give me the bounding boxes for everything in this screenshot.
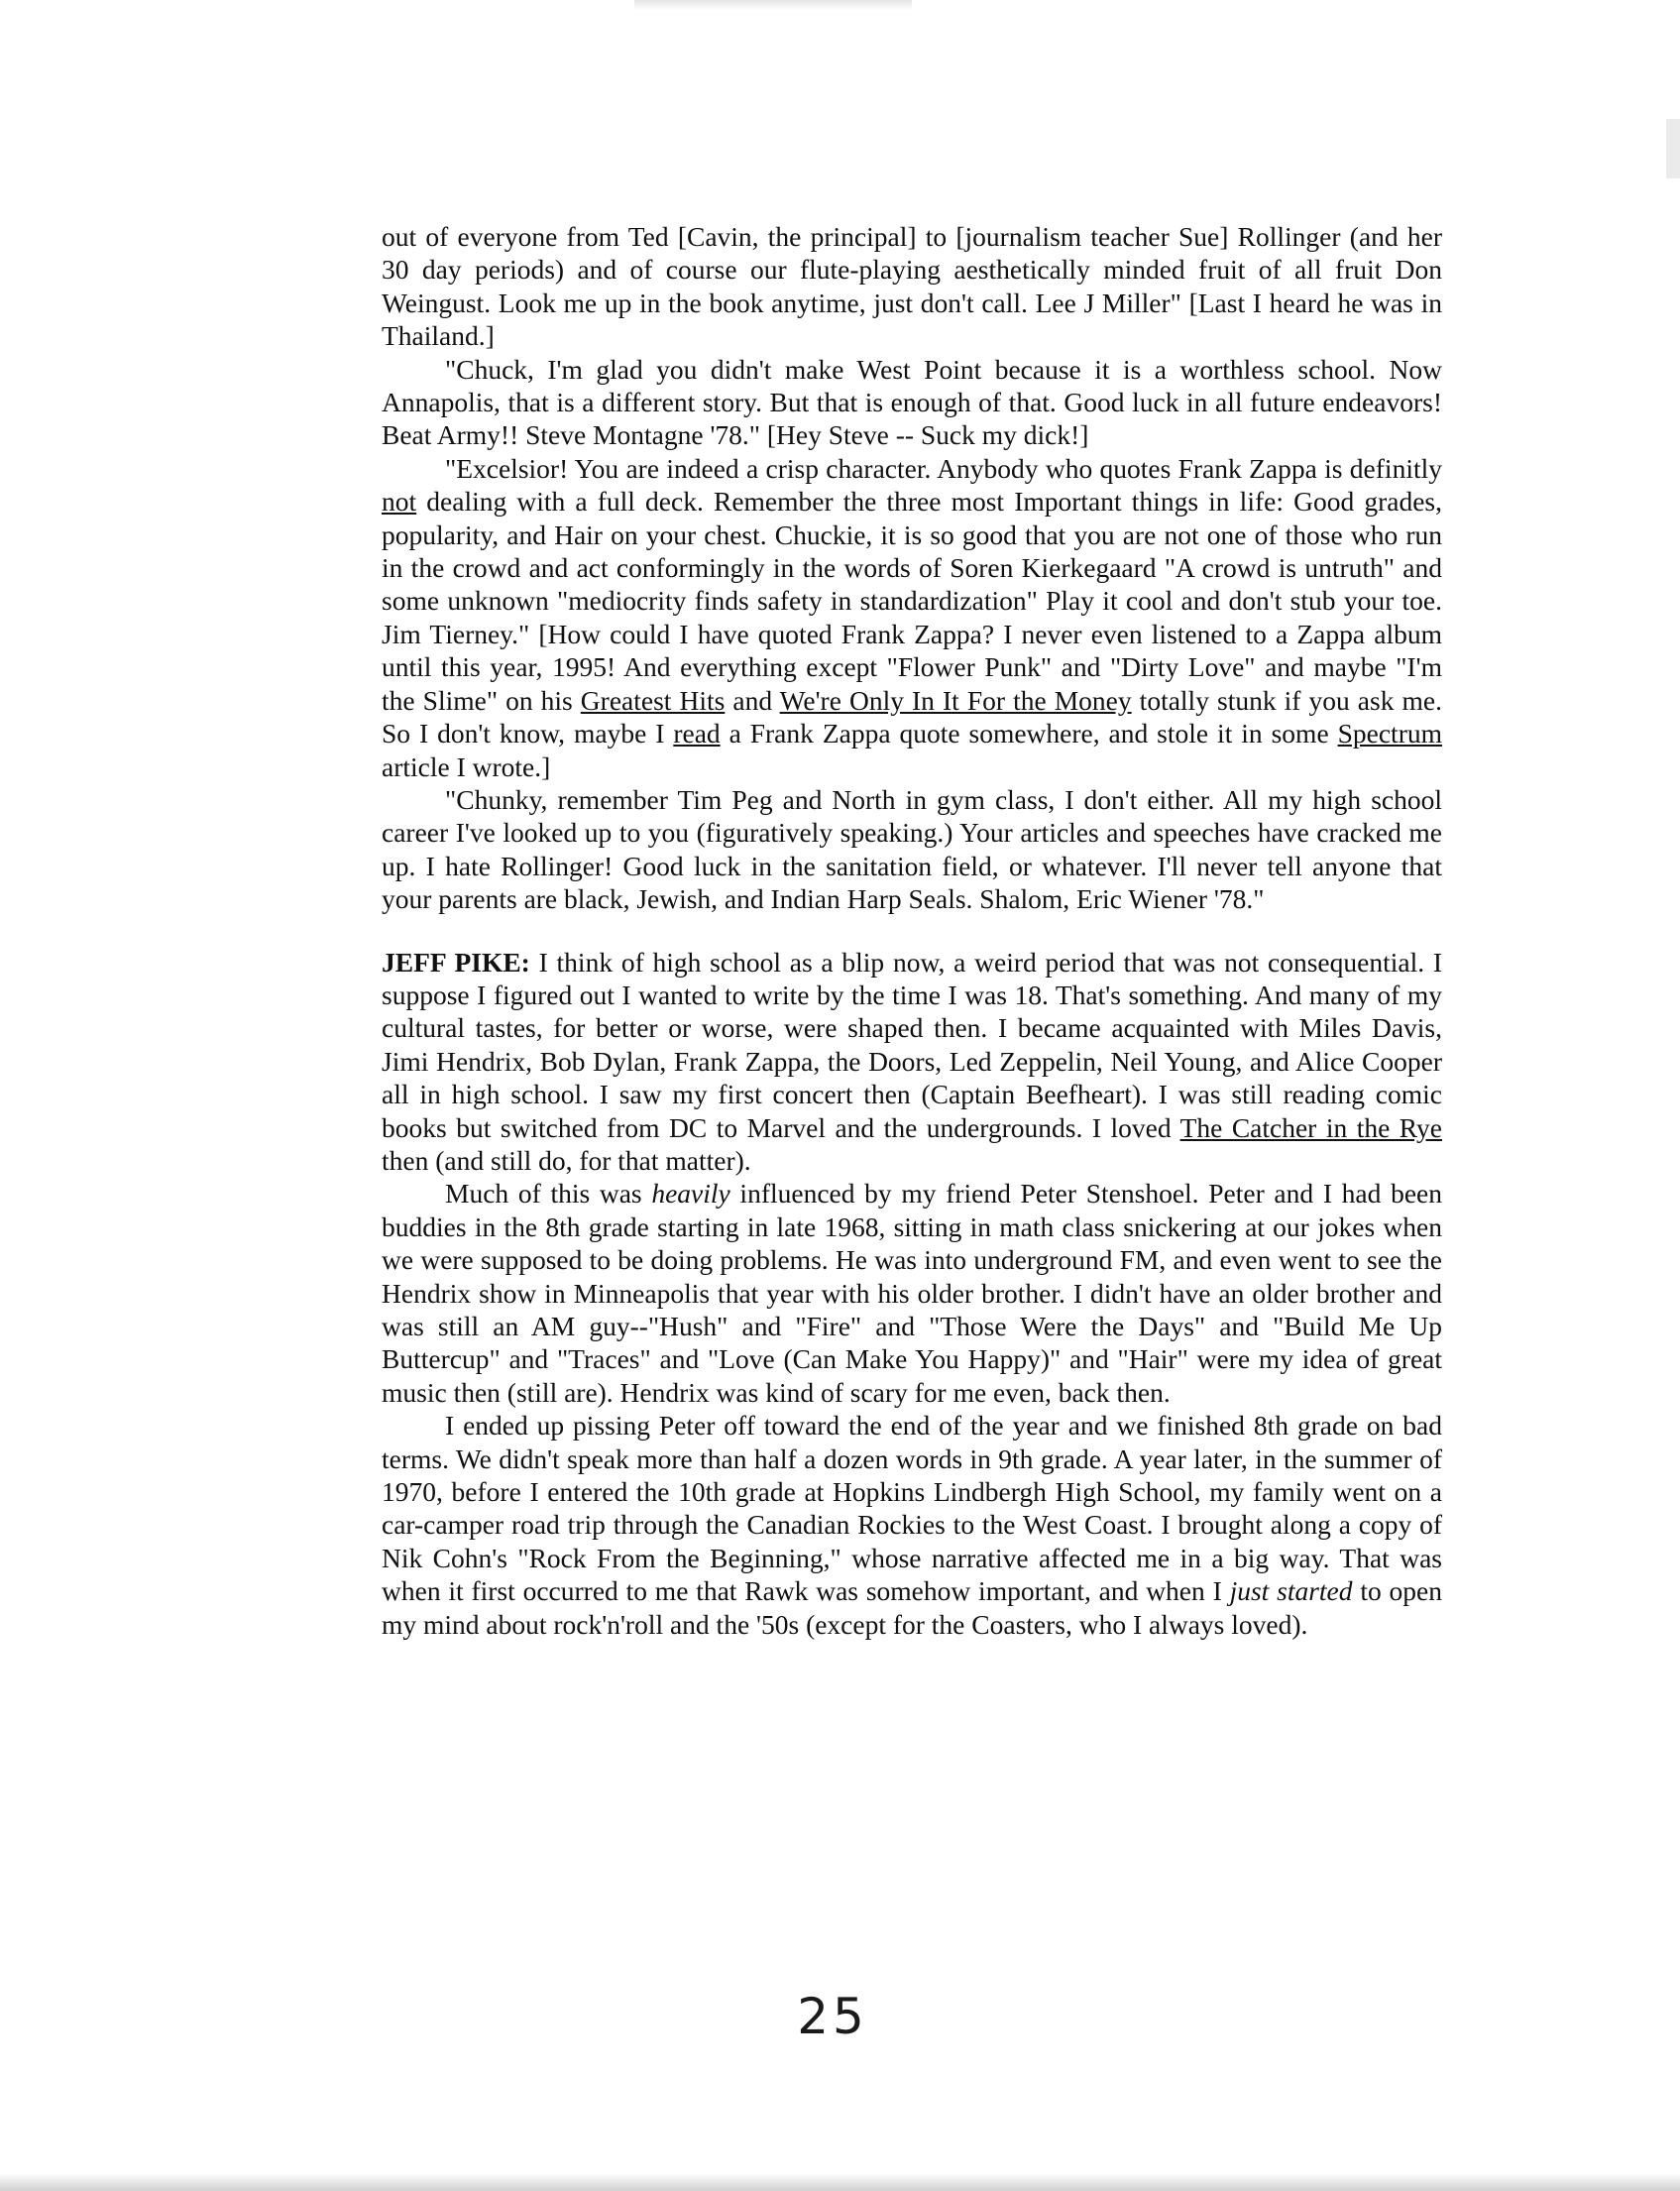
paragraph: [382, 1177, 1442, 1409]
scan-bottom-edge: [0, 2173, 1680, 2191]
text-run: I ended up pissing Peter off toward the end of the year and we finished 8th grade on bad terms. We didn't speak more than half a dozen words in 9th grade. A year later, in the summer of 1970, before I entered the 10th grade at Hopkins Lindbergh High School, my family went on a car-camper road trip through the Canadian Rockies to the West Coast. I brought along a copy of Nik Cohn's "Rock From the Beginning," whose narrative affected me in a big way. That was when it first occurred to me that Rawk was somehow important, and when I: [382, 1410, 1442, 1607]
body-text: [382, 220, 1442, 1641]
italic-text: heavily: [651, 1178, 730, 1210]
underlined-title: We're Only In It For the Money: [779, 684, 1132, 716]
paragraph: [382, 1409, 1442, 1641]
text-run: "Chunky, remember Tim Peg and North in gym class, I don't either. All my high school career I've looked up to you (figuratively speaking.) Your articles and speeches have cracked me up. I hate Rollinger! Good luck in the sanitation field, or whatever. I'll never tell anyone that your parents are black, Jewish, and Indian Harp Seals. Shalom, Eric Wiener '78.": [382, 783, 1442, 915]
page-number: 25: [797, 1988, 868, 2045]
paragraph: [382, 452, 1442, 783]
speaker-name: JEFF PIKE:: [382, 946, 530, 978]
underlined-title: read: [673, 718, 721, 750]
scan-edge-mark: [1666, 119, 1680, 178]
text-run: "Excelsior! You are indeed a crisp character. Anybody who quotes Frank Zappa is definitly: [445, 452, 1442, 484]
text-run: and: [725, 684, 780, 716]
paragraph: [382, 353, 1442, 452]
text-run: dealing with a full deck. Remember the three most Important things in life: Good grades, popularity, and Hair on your chest. Chuckie, it is so good that you are not one of those who run in the crowd and act conformingly in the words of Soren Kierkegaard "A crowd is untruth" and some unknown "mediocrity finds safety in standardization" Play it cool and don't stub your toe. Jim Tierney." [How could I have quoted Frank Zappa? I never even listened to a Zappa album until this year, 1995! And everything except "Flower Punk" and "Dirty Love" and maybe "I'm the Slime" on his: [382, 486, 1442, 716]
text-run: then (and still do, for that matter).: [382, 1144, 751, 1176]
paragraph: [382, 783, 1442, 916]
text-run: article I wrote.]: [382, 750, 551, 782]
text-run: Much of this was: [445, 1178, 652, 1210]
underlined-title: not: [382, 486, 417, 518]
text-run: influenced by my friend Peter Stenshoel. Peter and I had been buddies in the 8th grade starting in late 1968, sitting in math class snickering at our jokes when we were supposed to be doing problems. He was into underground FM, and even went to see the Hendrix show in Minneapolis that year with his older brother. I didn't have an older brother and was still an AM guy--"Hush" and "Fire" and "Those Were the Days" and "Build Me Up Buttercup" and "Traces" and "Love (Can Make You Happy)" and "Hair" were my idea of great music then (still are). Hendrix was kind of scary for me even, back then.: [382, 1178, 1442, 1408]
paragraph: [382, 220, 1442, 353]
paragraph: [382, 946, 1442, 1178]
underlined-title: Spectrum: [1337, 718, 1442, 750]
text-run: totally stunk if you ask me. So I don't know, maybe I: [382, 684, 1442, 750]
text-run: I think of high school as a blip now, a weird period that was not consequential. I suppose I figured out I wanted to write by the time I was 18. That's something. And many of my cultural tastes, for better or worse, were shaped then. I became acquainted with Miles Davis, Jimi Hendrix, Bob Dylan, Frank Zappa, the Doors, Led Zeppelin, Neil Young, and Alice Cooper all in high school. I saw my first concert then (Captain Beefheart). I was still reading comic books but switched from DC to Marvel and the undergrounds. I loved: [382, 946, 1443, 1143]
text-run: to open my mind about rock'n'roll and the '50s (except for the Coasters, who I always loved).: [382, 1575, 1442, 1640]
underlined-title: Greatest Hits: [580, 684, 726, 716]
underlined-title: The Catcher in the Rye: [1179, 1111, 1442, 1143]
italic-text: just started: [1229, 1575, 1353, 1607]
scan-smudge: [634, 0, 912, 10]
text-run: a Frank Zappa quote somewhere, and stole it in some: [720, 718, 1338, 750]
text-run: "Chuck, I'm glad you didn't make West Point because it is a worthless school. Now Annapolis, that is a different story. But that is enough of that. Good luck in all future endeavors! Beat Army!! Steve Montagne '78." [Hey Steve -- Suck my dick!]: [382, 353, 1442, 451]
text-run: out of everyone from Ted [Cavin, the principal] to [journalism teacher Sue] Rollinger (and her 30 day periods) and of course our flute-playing aesthetically minded fruit of all fruit Don Weingust. Look me up in the book anytime, just don't call. Lee J Miller" [Last I heard he was in Thailand.]: [382, 221, 1442, 352]
